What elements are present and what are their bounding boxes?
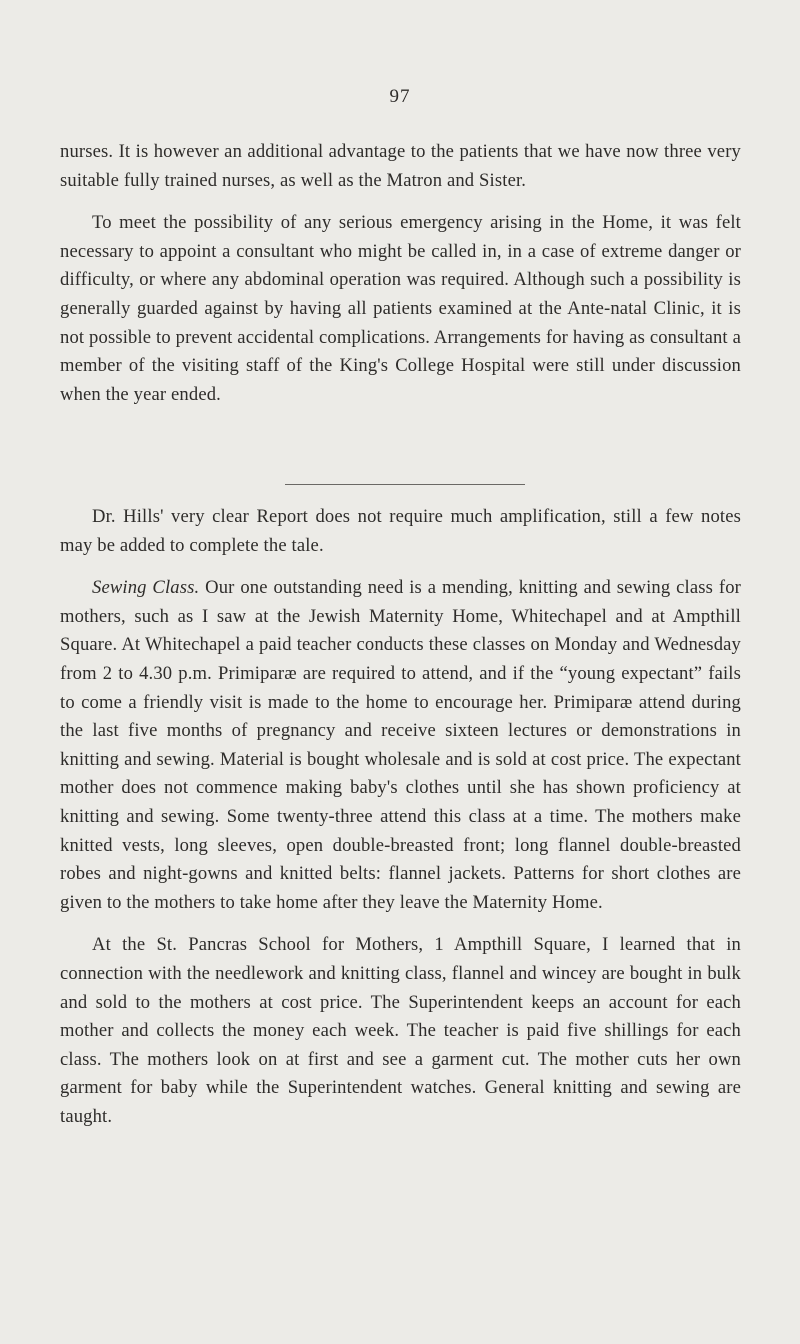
page-number: 97 (389, 86, 411, 107)
section-divider (285, 484, 525, 485)
paragraph-sewing-class (60, 574, 741, 917)
lower-text-section (60, 503, 741, 1131)
paragraph-nurses: nurses. It is however an additional advantage to the patients that we have now three very suitable fully trained nurses, as well as the Matron and Sister. (60, 141, 741, 191)
paragraph-st-pancras: At the St. Pancras School for Mothers, 1 Ampthill Square, I learned that in connection with the needlework and knitting class, flannel and wincey are bought in bulk and sold to the mothers at cost price. The Superintendent keeps an account for each mother and collects the money each week. The teacher is paid five shillings for each class. The mothers look on at first and see a garment cut. The mother cuts her own garment for baby while the Superintendent watches. General knitting and sewing are taught. (60, 934, 741, 1127)
paragraph-consultant: To meet the possibility of any serious emergency arising in the Home, it was felt necessary to appoint a consultant who might be called in, in a case of extreme danger or difficulty, or where any abdominal operation was required. Although such a possibility is generally guarded against by having all patients examined at the Ante-natal Clinic, it is not possible to prevent accidental complications. Arrangements for having as consultant a member of the visiting staff of the King's College Hospital were still under discussion when the year ended. (60, 212, 741, 405)
sewing-class-body: Our one outstanding need is a mending, knitting and sewing class for mothers, such as I saw at the Jewish Maternity Home, Whitechapel and at Ampthill Square. At Whitechapel a paid teacher conducts these classes on Monday and Wednesday from 2 to 4.30 p.m. Primiparæ are required to attend, and if the “young expectant” fails to come a friendly visit is made to the home to encourage her. Primiparæ attend during the last five months of pregnancy and receive sixteen lectures or demonstrations in knitting and sewing. Material is bought wholesale and is sold at cost price. The expectant mother does not commence making baby's clothes until she has shown proficiency at knitting and sewing. Some twenty-three attend this class at a time. The mothers make knitted vests, long sleeves, open double-breasted front; long flannel double-breasted robes and night-gowns and knitted belts: flannel jackets. Patterns for short clothes are given to the mothers to take home after they leave the Maternity Home. (60, 577, 741, 913)
paragraph-report-intro: Dr. Hills' very clear Report does not require much amplification, still a few notes may be added to complete the tale. (60, 506, 741, 556)
upper-text-section (60, 138, 741, 409)
sewing-class-heading: Sewing Class. (92, 577, 200, 599)
